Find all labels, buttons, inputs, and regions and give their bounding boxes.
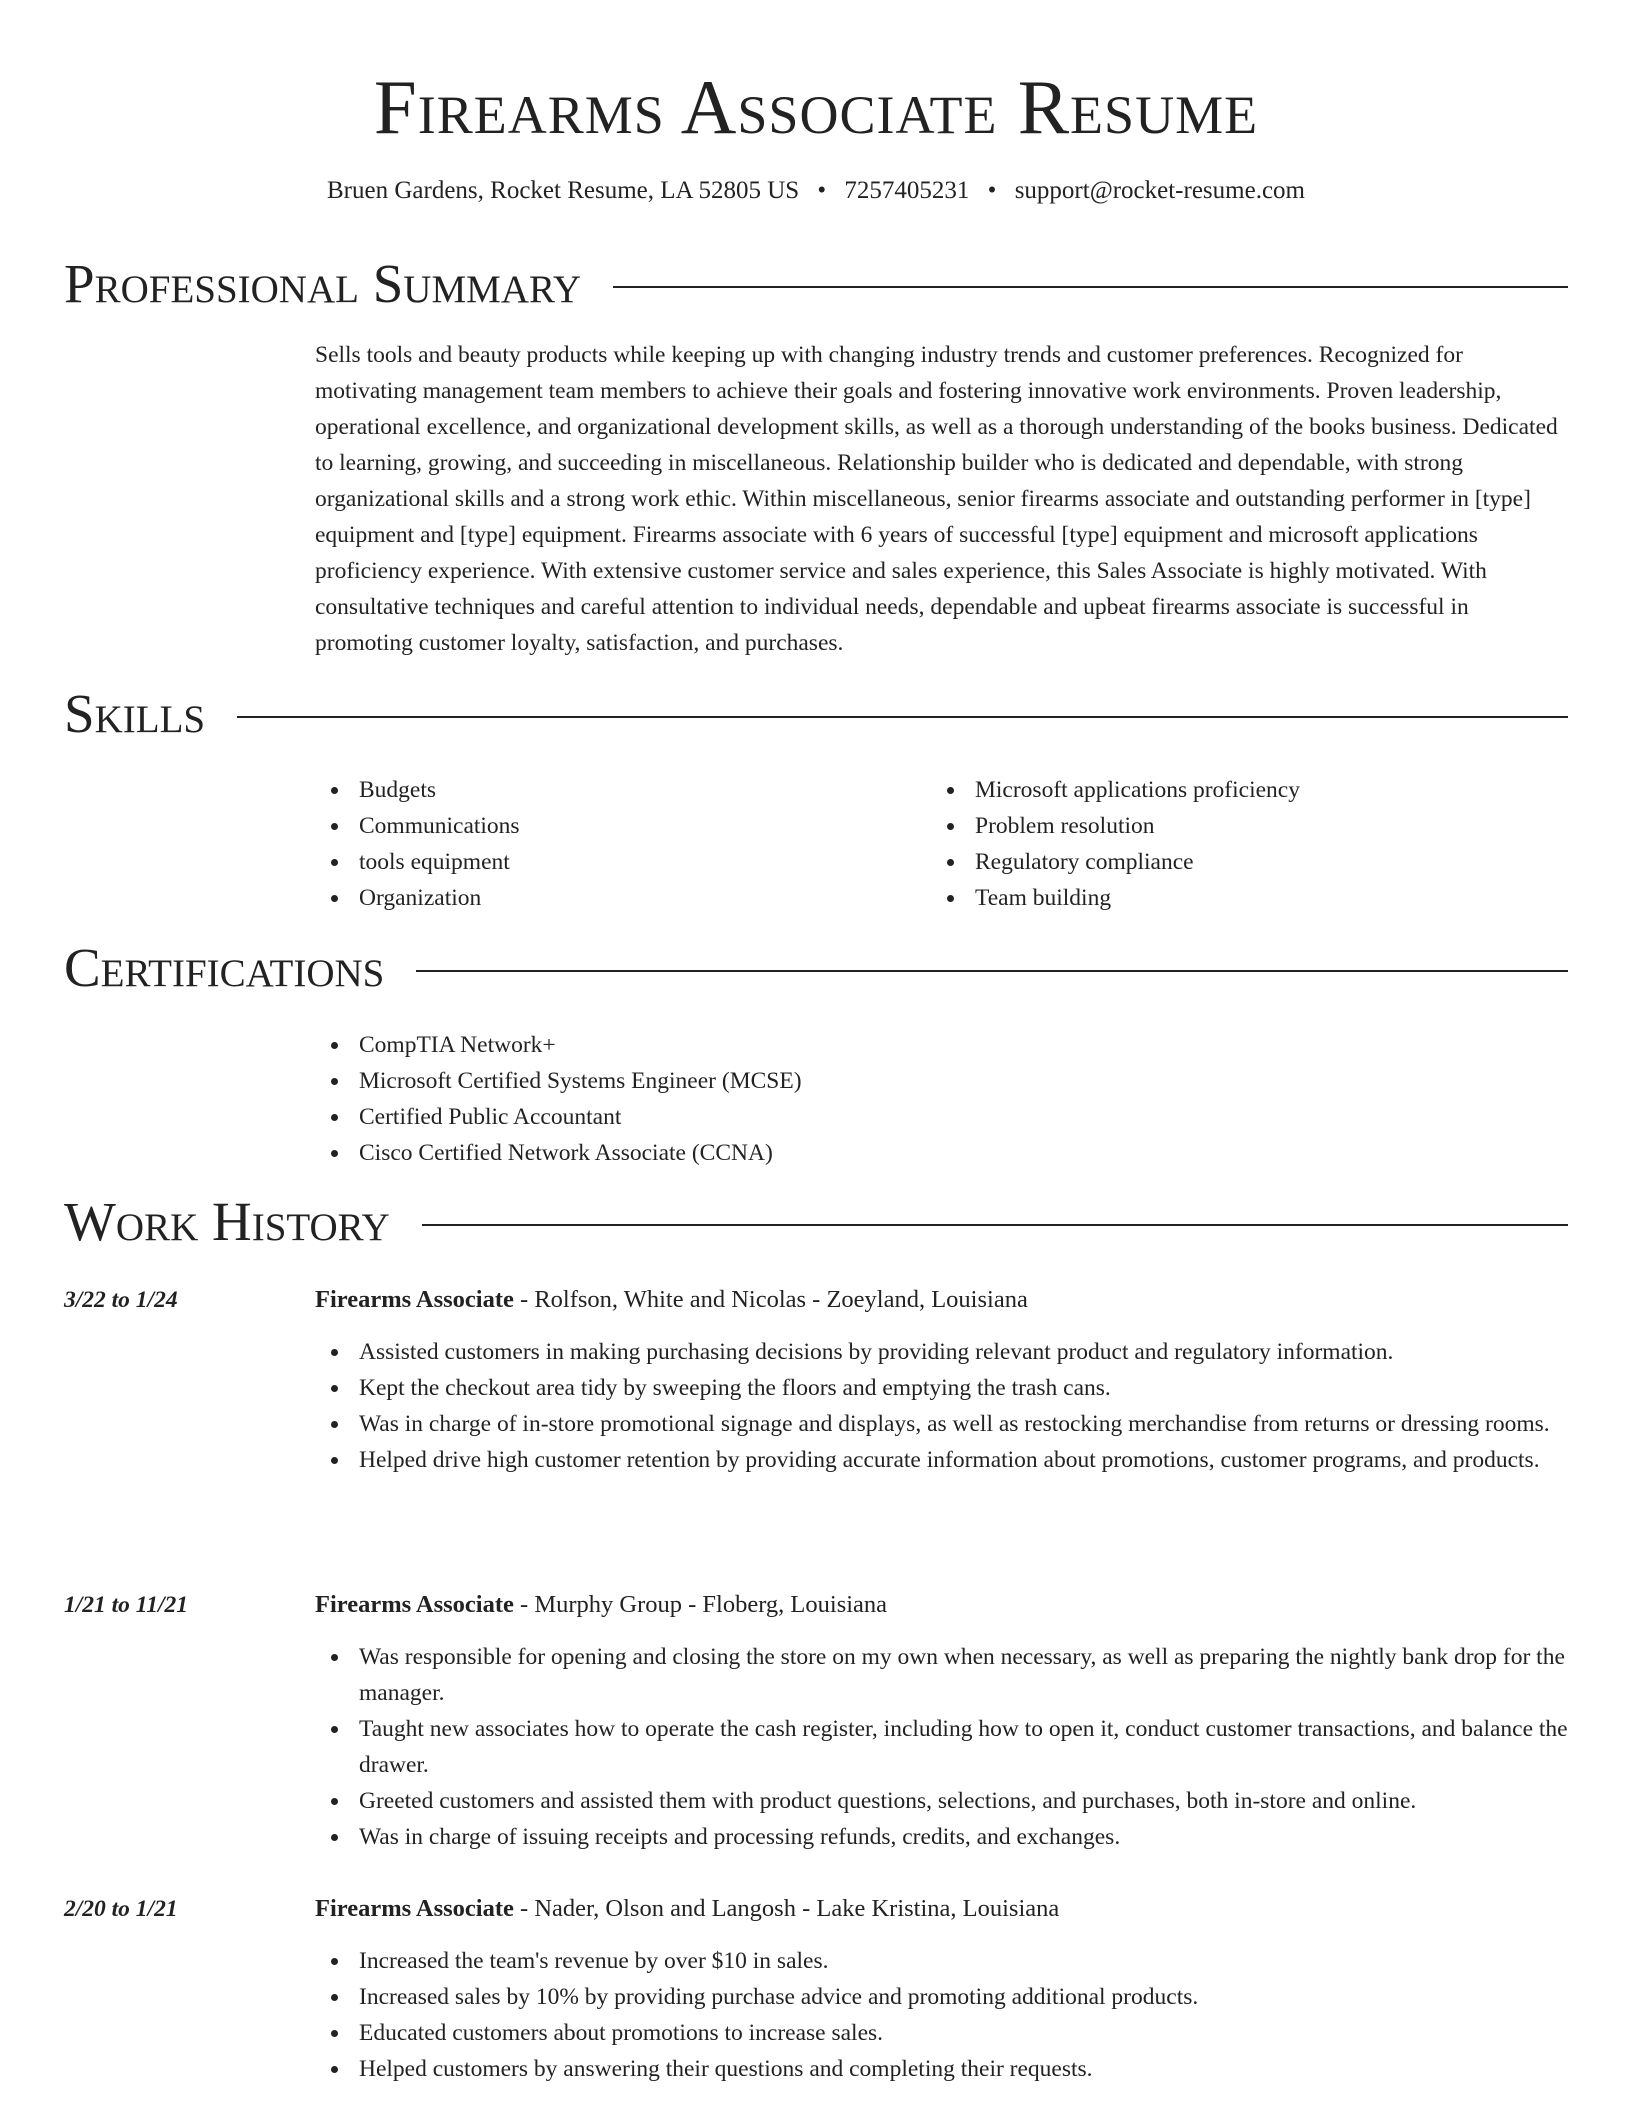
skill-item: Regulatory compliance (975, 844, 1568, 880)
job-bullet: Increased the team's revenue by over $10 in sales. (359, 1943, 1568, 1979)
section-divider (237, 716, 1568, 718)
skill-item: Microsoft applications proficiency (975, 772, 1568, 808)
job-bullet: Greeted customers and assisted them with product questions, selections, and purchases, both in-store and online. (359, 1783, 1568, 1819)
job-dates: 1/21 to 11/21 (64, 1592, 189, 1618)
certification-item: Cisco Certified Network Associate (CCNA) (359, 1135, 1568, 1171)
job-bullet: Was responsible for opening and closing the store on my own when necessary, as well as preparing the nightly bank drop for the manager. (359, 1639, 1568, 1711)
summary-section-header (64, 252, 1568, 316)
job-company-location: - Nader, Olson and Langosh - Lake Kristina, Louisiana (513, 1895, 1060, 1922)
section-divider (422, 1224, 1568, 1226)
skill-item: Organization (359, 880, 915, 916)
certification-item: Microsoft Certified Systems Engineer (MCSE) (359, 1063, 1568, 1099)
job-bullet: Educated customers about promotions to increase sales. (359, 2015, 1568, 2051)
resume-title: Firearms Associate Resume (373, 64, 1259, 150)
job-bullet: Assisted customers in making purchasing decisions by providing relevant product and regulatory information. (359, 1334, 1568, 1370)
job-bullet: Was in charge of issuing receipts and processing refunds, credits, and exchanges. (359, 1819, 1568, 1855)
skill-item: Problem resolution (975, 808, 1568, 844)
job-bullet: Kept the checkout area tidy by sweeping the floors and emptying the trash cans. (359, 1370, 1568, 1406)
job-bullets (315, 1334, 1568, 1478)
contact-line (0, 175, 1632, 207)
job-dates: 3/22 to 1/24 (64, 1287, 178, 1313)
job-header (315, 1282, 1028, 1318)
work-history-heading: Work History (64, 1191, 390, 1252)
job-bullet: Helped drive high customer retention by providing accurate information about promotions, customer programs, and products. (359, 1442, 1568, 1478)
contact-separator: • (987, 177, 997, 204)
job-header (315, 1891, 1059, 1927)
job-bullet: Taught new associates how to operate the cash register, including how to open it, conduct customer transactions, and balance the drawer. (359, 1711, 1568, 1783)
section-divider (613, 286, 1568, 288)
skill-item: tools equipment (359, 844, 915, 880)
contact-email[interactable]: support@rocket-resume.com (1014, 177, 1305, 204)
job-title: Firearms Associate (315, 1591, 514, 1618)
skills-list-left (315, 772, 915, 916)
summary-text: Sells tools and beauty products while keeping up with changing industry trends and customer preferences. Recognized for motivating management team members to achieve their goals and fostering innovative work environments. Proven leadership, operational excellence, and organizational development skills, as well as a thorough understanding of the books business. Dedicated to learning, growing, and succeeding in miscellaneous. Relationship builder who is dedicated and dependable, with strong organizational skills and a strong work ethic. Within miscellaneous, senior firearms associate and outstanding performer in [type] equipment and [type] equipment. Firearms associate with 6 years of successful [type] equipment and microsoft applications proficiency experience. With extensive customer service and sales experience, this Sales Associate is highly motivated. With consultative techniques and careful attention to individual needs, dependable and upbeat firearms associate is successful in promoting customer loyalty, satisfaction, and purchases. (315, 342, 1558, 656)
certifications-heading: Certifications (64, 937, 385, 998)
certifications-list (315, 1027, 1568, 1171)
contact-phone: 7257405231 (844, 177, 970, 204)
job-bullet: Was in charge of in-store promotional signage and displays, as well as restocking merchandise from returns or dressing rooms. (359, 1406, 1568, 1442)
skills-section-header (64, 682, 1568, 746)
skills-heading: Skills (64, 683, 206, 744)
job-bullets (315, 1943, 1568, 2087)
work-history-section-header (64, 1190, 1568, 1254)
skills-list-right (931, 772, 1568, 916)
job-bullet: Helped customers by answering their questions and completing their requests. (359, 2051, 1568, 2087)
skill-item: Team building (975, 880, 1568, 916)
certification-item: CompTIA Network+ (359, 1027, 1568, 1063)
job-header (315, 1587, 887, 1623)
skill-item: Budgets (359, 772, 915, 808)
contact-address: Bruen Gardens, Rocket Resume, LA 52805 US (327, 177, 800, 204)
job-title: Firearms Associate (315, 1895, 514, 1922)
job-bullets (315, 1639, 1568, 1855)
job-title: Firearms Associate (315, 1286, 514, 1313)
job-dates: 2/20 to 1/21 (64, 1896, 178, 1922)
certification-item: Certified Public Accountant (359, 1099, 1568, 1135)
contact-separator: • (817, 177, 827, 204)
skill-item: Communications (359, 808, 915, 844)
section-divider (416, 970, 1568, 972)
certifications-section-header (64, 936, 1568, 1000)
job-bullet: Increased sales by 10% by providing purchase advice and promoting additional products. (359, 1979, 1568, 2015)
job-company-location: - Murphy Group - Floberg, Louisiana (513, 1591, 888, 1618)
job-company-location: - Rolfson, White and Nicolas - Zoeyland, Louisiana (513, 1286, 1028, 1313)
summary-heading: Professional Summary (64, 253, 582, 314)
